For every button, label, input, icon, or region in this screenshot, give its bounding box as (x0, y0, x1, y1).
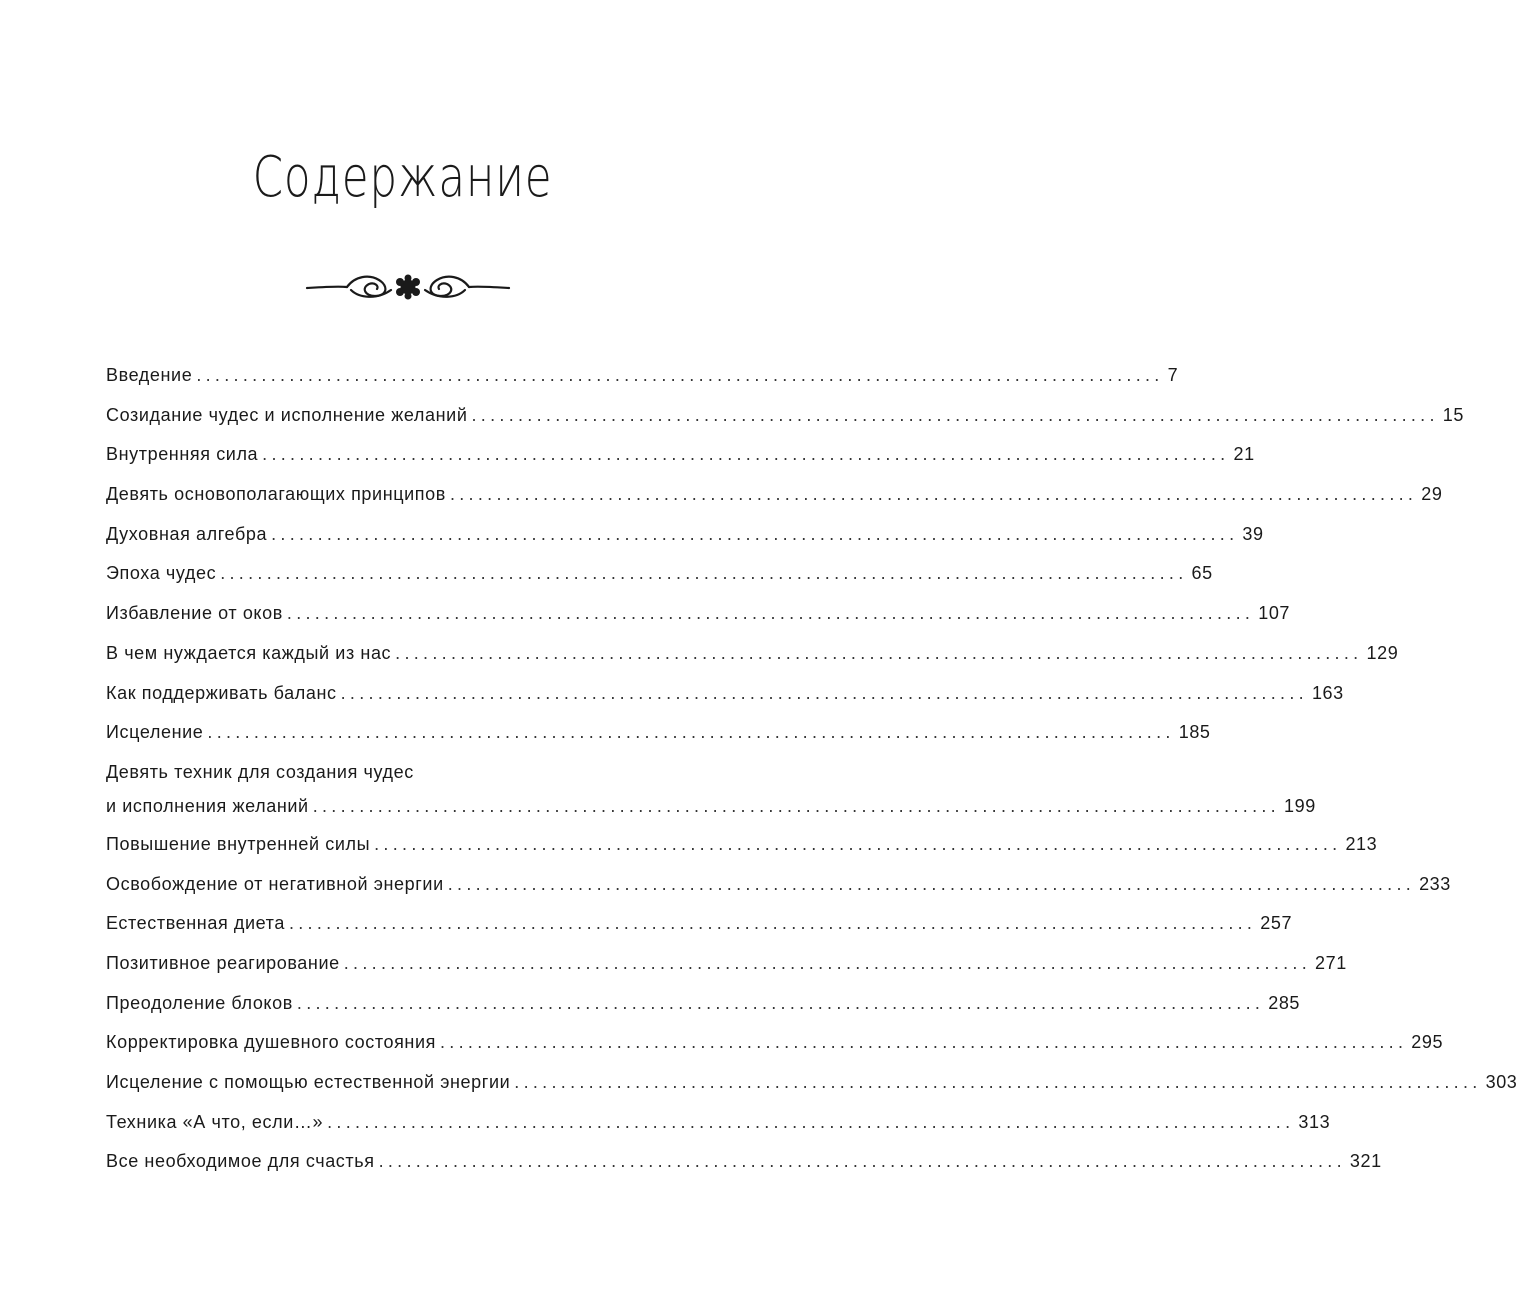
toc-entry[interactable] (106, 950, 1347, 976)
dot-leader: ........................................................................................................ (374, 833, 1342, 854)
dot-leader: ........................................................................................................ (288, 913, 1257, 934)
dot-leader: ........................................................................................................ (439, 1032, 1408, 1053)
toc-entry-page: 129 (1366, 642, 1399, 663)
flourish-ornament-icon (303, 268, 513, 304)
table-of-contents (106, 362, 1517, 1188)
toc-entry-title: Преодоление блоков (106, 992, 293, 1013)
toc-entry-page: 65 (1191, 563, 1213, 584)
toc-entry-title: В чем нуждается каждый из нас (106, 642, 392, 663)
dot-leader: ........................................................................................................ (262, 444, 1230, 465)
toc-entry-title: Позитивное реагирование (106, 952, 340, 973)
toc-entry[interactable] (106, 1148, 1382, 1174)
dot-leader: ........................................................................................................ (449, 484, 1418, 505)
toc-entry-page: 321 (1349, 1151, 1382, 1172)
toc-entry[interactable] (106, 680, 1344, 706)
toc-entry-title: Духовная алгебра (106, 523, 268, 544)
toc-entry-title: Избавление от оков (106, 603, 283, 624)
dot-leader: ........................................................................................................ (296, 992, 1265, 1013)
toc-entry-page: 303 (1485, 1072, 1517, 1092)
toc-entry-page: 313 (1298, 1111, 1331, 1132)
toc-entry[interactable] (106, 600, 1291, 626)
toc-entry-title: Как поддерживать баланс (106, 682, 337, 703)
toc-entry[interactable] (106, 1029, 1444, 1055)
dot-leader: ........................................................................................................ (220, 563, 1188, 584)
toc-entry-title: Естественная диета (106, 913, 285, 934)
toc-entry[interactable] (106, 990, 1301, 1016)
dot-leader: ........................................................................................................ (395, 642, 1363, 663)
dot-leader: ........................................................................................................ (312, 795, 1280, 816)
toc-entry-title: Исцеление с помощью естественной энергии (106, 1072, 511, 1092)
toc-entry-page: 295 (1411, 1032, 1444, 1053)
toc-entry[interactable] (106, 402, 1465, 428)
toc-entry[interactable] (106, 560, 1213, 586)
dot-leader: ........................................................................................................ (343, 952, 1312, 973)
toc-entry-page: 107 (1258, 603, 1291, 624)
toc-entry-title: Введение (106, 365, 193, 385)
toc-entry-title: Техника «А что, если…» (106, 1111, 324, 1132)
toc-entry[interactable] (106, 441, 1255, 467)
toc-entry-page: 213 (1345, 833, 1378, 854)
toc-entry-title: Внутренняя сила (106, 444, 259, 465)
toc-entry-title: Все необходимое для счастья (106, 1151, 375, 1172)
dot-leader: ........................................................................................................ (471, 404, 1439, 425)
dot-leader: ........................................................................................................ (340, 682, 1308, 703)
toc-entry[interactable] (106, 831, 1378, 857)
toc-entry[interactable] (106, 362, 1179, 388)
toc-entry-page: 15 (1442, 404, 1465, 425)
toc-entry-title-line2: и исполнения желаний (106, 795, 309, 816)
toc-entry[interactable] (106, 719, 1211, 745)
toc-entry-title: Исцеление (106, 722, 204, 743)
dot-leader: ........................................................................................................ (271, 523, 1239, 544)
toc-entry[interactable] (106, 521, 1264, 547)
toc-entry-title: Корректировка душевного состояния (106, 1032, 436, 1053)
toc-entry-page: 185 (1178, 722, 1211, 743)
dot-leader: ........................................................................................................ (514, 1072, 1482, 1092)
toc-entry-title: Повышение внутренней силы (106, 833, 371, 854)
toc-entry-page: 39 (1242, 523, 1264, 544)
toc-entry-title: Созидание чудес и исполнение желаний (106, 404, 468, 425)
toc-entry[interactable] (106, 759, 1316, 819)
toc-entry-page: 285 (1268, 992, 1301, 1013)
dot-leader: ........................................................................................................ (286, 603, 1255, 624)
dot-leader: ........................................................................................................ (207, 722, 1175, 743)
dot-leader: ........................................................................................................ (327, 1111, 1295, 1132)
toc-entry-page: 29 (1421, 484, 1443, 505)
dot-leader: ........................................................................................................ (378, 1151, 1346, 1172)
toc-entry-page: 199 (1284, 795, 1316, 816)
dot-leader: ........................................................................................................ (196, 365, 1164, 385)
toc-entry-title: Освобождение от негативной энергии (106, 873, 444, 894)
toc-entry[interactable] (106, 1109, 1331, 1135)
toc-entry-page: 163 (1311, 682, 1344, 703)
toc-entry[interactable] (106, 1069, 1517, 1095)
toc-entry-title: Эпоха чудес (106, 563, 217, 584)
toc-entry[interactable] (106, 640, 1399, 666)
toc-entry[interactable] (106, 871, 1451, 897)
toc-entry-title-line1: Девять техник для создания чудес (106, 761, 414, 782)
page-title: Содержание (252, 145, 553, 210)
toc-entry-page: 21 (1233, 444, 1255, 465)
toc-entry-title: Девять основополагающих принципов (106, 484, 446, 505)
toc-entry[interactable] (106, 910, 1293, 936)
toc-entry-page: 271 (1315, 952, 1347, 973)
dot-leader: ........................................................................................................ (447, 873, 1416, 894)
toc-entry-page: 233 (1419, 873, 1451, 894)
toc-entry-page: 257 (1260, 913, 1293, 934)
toc-entry[interactable] (106, 481, 1443, 507)
toc-entry-page: 7 (1167, 365, 1179, 385)
